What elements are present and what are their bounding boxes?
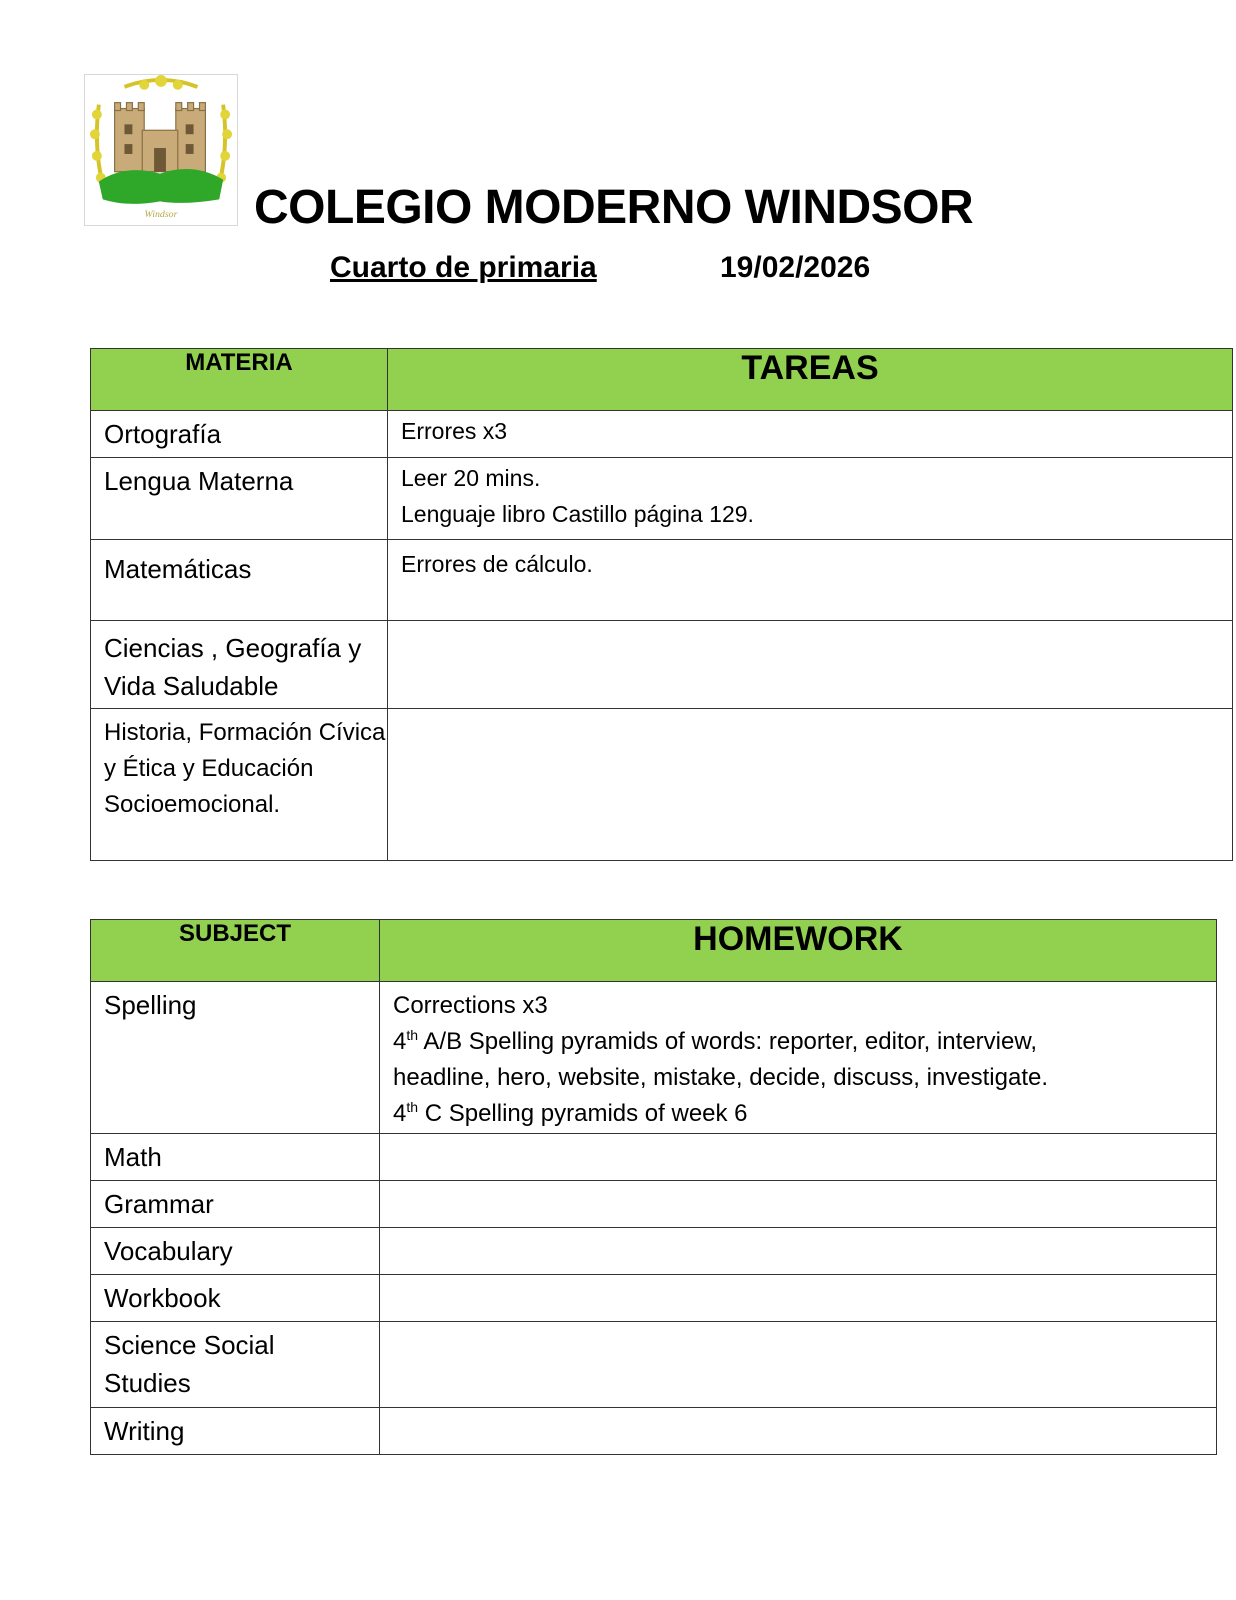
task-cell: Errores de cálculo. (388, 540, 1233, 621)
task-cell: Errores x3 (388, 411, 1233, 458)
table-row (91, 540, 1233, 621)
table-row (91, 458, 1233, 540)
task-cell (380, 1408, 1217, 1455)
table-row (91, 1322, 1217, 1408)
svg-text:Windsor: Windsor (144, 209, 178, 221)
subject-cell: Grammar (91, 1181, 380, 1228)
task-cell (380, 1181, 1217, 1228)
subject-cell: Math (91, 1134, 380, 1181)
table-row (91, 982, 1217, 1134)
task-cell: Leer 20 mins. Lenguaje libro Castillo página 129. (388, 458, 1233, 540)
subject-cell: Workbook (91, 1275, 380, 1322)
table-row (91, 1275, 1217, 1322)
task-cell (380, 1228, 1217, 1275)
school-logo (84, 74, 238, 226)
subject-cell: Lengua Materna (91, 458, 388, 540)
subject-cell: Ciencias , Geografía y Vida Saludable (91, 621, 388, 709)
table-row (91, 709, 1233, 861)
task-cell (388, 621, 1233, 709)
subject-header: SUBJECT (91, 920, 380, 982)
table-row (91, 1181, 1217, 1228)
table-row (91, 621, 1233, 709)
homework-table (90, 919, 1217, 1455)
table-row (91, 411, 1233, 458)
table-row (91, 1228, 1217, 1275)
table-row (91, 1408, 1217, 1455)
task-cell (380, 1322, 1217, 1408)
homework-header: HOMEWORK (380, 920, 1217, 982)
subject-cell: Historia, Formación Cívica y Ética y Educación Socioemocional. (91, 709, 388, 861)
table-header-row (91, 920, 1217, 982)
materia-header: MATERIA (91, 349, 388, 411)
subject-cell: Science Social Studies (91, 1322, 380, 1408)
task-cell (388, 709, 1233, 861)
date-label: 19/02/2026 (720, 251, 871, 284)
tareas-table (90, 348, 1233, 861)
tareas-header: TAREAS (388, 349, 1233, 411)
castle-crest-icon (85, 75, 237, 225)
subject-cell: Vocabulary (91, 1228, 380, 1275)
school-name: COLEGIO MODERNO WINDSOR (254, 181, 974, 234)
task-cell (380, 1275, 1217, 1322)
task-cell: Corrections x3 4th A/B Spelling pyramids of words: reporter, editor, interview, headline, hero, website, mistake, decide, discuss, investigate. 4th C Spelling pyramids of week 6 (380, 982, 1217, 1134)
subject-cell: Spelling (91, 982, 380, 1134)
subject-cell: Writing (91, 1408, 380, 1455)
subject-cell: Ortografía (91, 411, 388, 458)
task-cell (380, 1134, 1217, 1181)
grade-label: Cuarto de primaria (330, 251, 597, 284)
table-header-row (91, 349, 1233, 411)
subject-cell: Matemáticas (91, 540, 388, 621)
table-row (91, 1134, 1217, 1181)
